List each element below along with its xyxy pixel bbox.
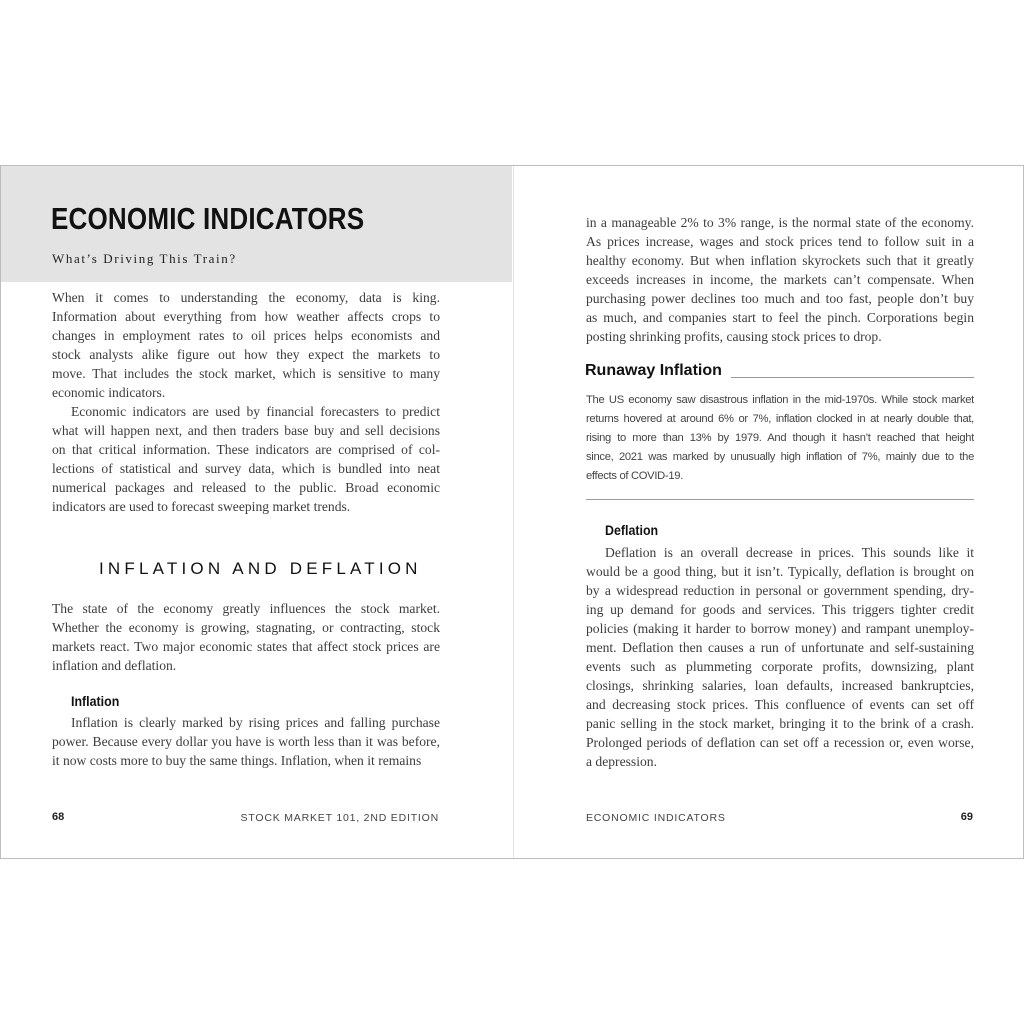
deflation-heading: Deflation [605, 523, 659, 538]
text-line: Deflation is an overall decrease in prices. This sounds like it [605, 545, 974, 560]
text-line: closings, shrinking salaries, loan defaults, increased bankruptcies, [586, 678, 974, 693]
text-line: purchasing power declines too much and too fast, people don’t buy [586, 291, 974, 306]
running-footer-right: ECONOMIC INDICATORS [586, 812, 726, 824]
inflation-heading: Inflation [71, 694, 120, 709]
text-line: rising to more than 13% by 1979. And though it hasn’t reached that height [586, 432, 974, 444]
text-line: panic selling in the stock market, bringing it to the brink of a crash. [586, 716, 974, 731]
text-line: and decreasing stock prices. This confluence of events can set off [586, 697, 974, 712]
text-line: policies (making it harder to borrow money) and rampant unemploy- [586, 621, 974, 636]
section-heading: INFLATION AND DEFLATION [99, 559, 422, 578]
sidebar-heading: Runaway Inflation [585, 362, 722, 379]
sidebar-top-rule [731, 377, 974, 378]
text-line: as much, and companies start to feel the pinch. Corporations begin [586, 310, 974, 325]
text-line: in a manageable 2% to 3% range, is the normal state of the economy. [586, 215, 974, 230]
text-line: events such as plummeting corporate profits, downsizing, plant [586, 659, 974, 674]
text-line: Economic indicators are used by financial forecasters to predict [71, 404, 440, 419]
text-line: Prolonged periods of deflation can set off a recession or, even worse, [586, 735, 974, 750]
text-line: since, 2021 was marked by unusually high inflation of 7%, mainly due to the [586, 451, 974, 463]
sidebar-bottom-rule [586, 499, 974, 500]
text-line: stock analysts alike figure out how they expect the markets to [52, 347, 440, 362]
text-line: The US economy saw disastrous inflation in the mid-1970s. While stock market [586, 394, 974, 406]
sidebar-text [586, 391, 974, 486]
inflation-paragraph [52, 713, 440, 770]
text-line: on that critical information. These indicators are comprised of col- [52, 442, 440, 457]
text-line: Information about everything from how weather affects crops to [52, 309, 440, 324]
book-spread [0, 165, 1024, 859]
text-line: healthy economy. But when inflation skyrockets such that it greatly [586, 253, 974, 268]
text-line: ing up demand for goods and services. This triggers tighter credit [586, 602, 974, 617]
chapter-subtitle: What’s Driving This Train? [52, 251, 237, 266]
text-line: When it comes to understanding the economy, data is king. [52, 290, 440, 305]
text-line: effects of COVID-19. [586, 470, 684, 482]
text-line: As prices increase, wages and stock prices tend to follow suit in a [586, 234, 974, 249]
section-paragraph [52, 599, 440, 675]
text-line: returns hovered at around 6% or 7%, inflation clocked in at nearly double that, [586, 413, 974, 425]
text-line: markets react. Two major economic states that affect stock prices are [52, 639, 440, 654]
continued-paragraph [586, 213, 974, 346]
text-line: power. Because every dollar you have is worth less than it was before, [52, 734, 440, 749]
page-number-left: 68 [52, 811, 65, 823]
text-line: would be a good thing, but it isn’t. Typically, deflation is brought on [586, 564, 974, 579]
text-line: Inflation is clearly marked by rising prices and falling purchase [71, 715, 440, 730]
chapter-header-box [1, 166, 512, 282]
text-line: lections of statistical and survey data, which is bundled into neat [52, 461, 440, 476]
text-line: economic indicators. [52, 385, 166, 400]
text-line: by a widespread reduction in personal or government spending, dry- [586, 583, 974, 598]
text-line: what will happen next, and then traders base buy and sell decisions [52, 423, 440, 438]
text-line: move. That includes the stock market, which is sensitive to many [52, 366, 440, 381]
text-line: it now costs more to buy the same things. Inflation, when it remains [52, 753, 422, 768]
page-number-right: 69 [960, 811, 973, 823]
text-line: inflation and deflation. [52, 658, 177, 673]
text-line: Whether the economy is growing, stagnating, or contracting, stock [52, 620, 440, 635]
text-line: ment. Deflation then causes a run of unfortunate and self-sustaining [586, 640, 974, 655]
text-line: a depression. [586, 754, 657, 769]
text-line: indicators are used to forecast sweeping market trends. [52, 499, 351, 514]
text-line: numerical packages and released to the public. Broad economic [52, 480, 440, 495]
text-line: changes in employment rates to oil prices helps economists and [52, 328, 440, 343]
text-line: posting shrinking profits, causing stock prices to drop. [586, 329, 882, 344]
intro-text [52, 288, 440, 516]
text-line: exceeds increases in income, the markets can’t compensate. When [586, 272, 974, 287]
chapter-title: ECONOMIC INDICATORS [51, 201, 365, 236]
text-line: The state of the economy greatly influences the stock market. [52, 601, 440, 616]
running-footer-left: STOCK MARKET 101, 2ND EDITION [240, 812, 439, 824]
gutter-divider [513, 166, 514, 858]
deflation-paragraph [586, 543, 974, 771]
